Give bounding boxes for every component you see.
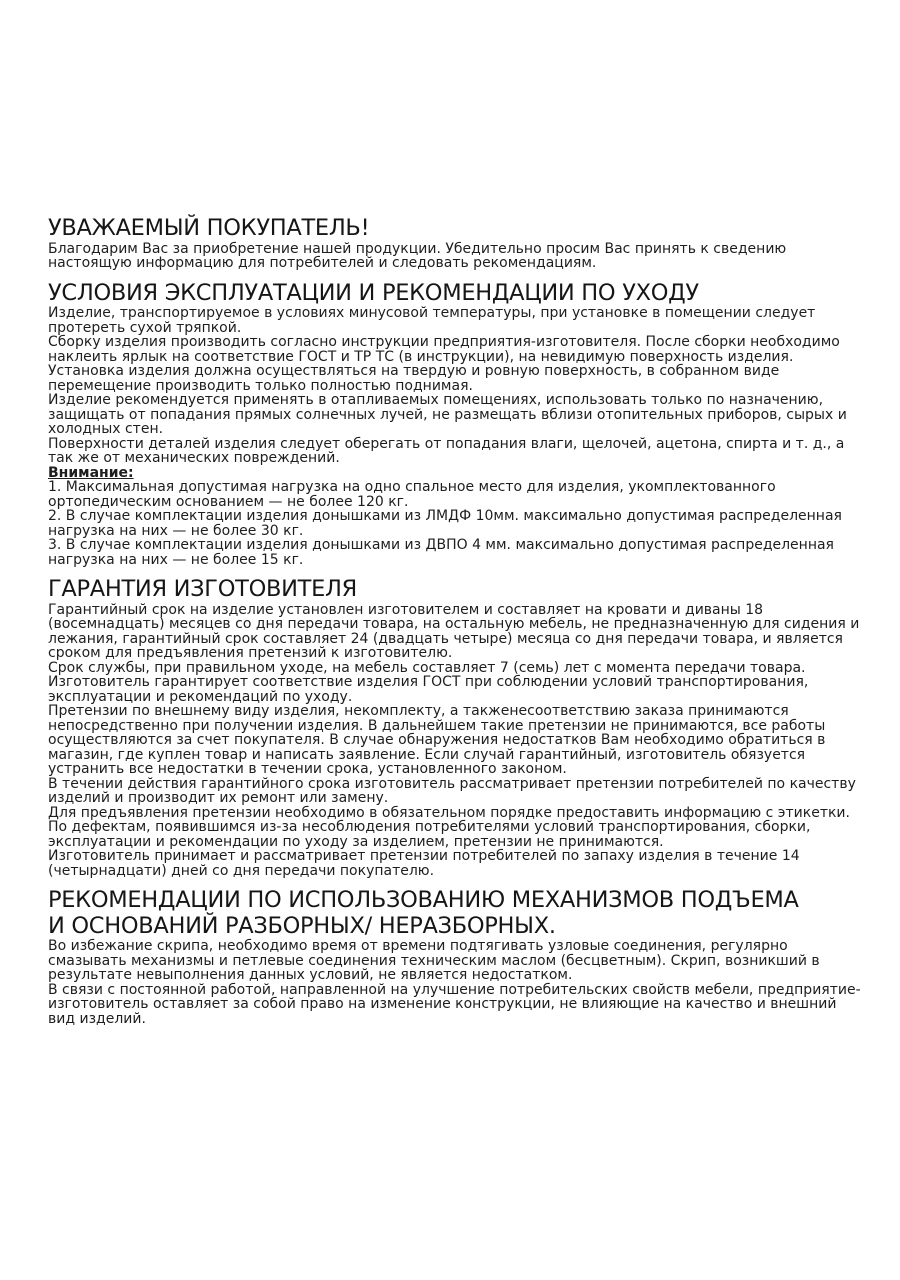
paragraph: Претензии по внешнему виду изделия, некомплекту, а такженесоответствию заказа принимаются непосредственно при получении изделия. В дальнейшем такие претензии не принимаются, все работы осуществляются за счет покупателя. В случае обнаружения недостатков Вам необходимо обратиться в магазин, где куплен товар и написать заявление. Если случай гарантийный, изготовитель обязуется устранить все недостатки в течении срока, установленного законом. <box>48 703 826 777</box>
section-title-care-conditions: УСЛОВИЯ ЭКСПЛУАТАЦИИ И РЕКОМЕНДАЦИИ ПО УХОДУ <box>48 279 699 306</box>
section-title-line: РЕКОМЕНДАЦИИ ПО ИСПОЛЬЗОВАНИЮ МЕХАНИЗМОВ ПОДЪЕМА <box>48 887 799 913</box>
paragraph: Благодарим Вас за приобретение нашей продукции. Убедительно просим Вас принять к сведению настоящую информацию для потребителей и следовать рекомендациям. <box>48 240 787 271</box>
section-title-lift-mechanisms <box>48 888 863 939</box>
paragraph: По дефектам, появившимся из-за несоблюдения потребителями условий транспортирования, сборки, эксплуатации и рекомендации по уходу за изделием, претензии не принимаются. <box>48 819 811 850</box>
paragraph: В связи с постоянной работой, направленной на улучшение потребительских свойств мебели, предприятие-изготовитель оставляет за собой право на изменение конструкции, не влияющие на качество и внешний вид изделий. <box>48 981 861 1027</box>
paragraph: Срок службы, при правильном уходе, на мебель составляет 7 (семь) лет с момента передачи товара. <box>48 659 806 676</box>
section-lift-mechanisms <box>48 888 863 1026</box>
paragraph: Во избежание скрипа, необходимо время от времени подтягивать узловые соединения, регулярно смазывать механизмы и петлевые соединения техническим маслом (бесцветным). Скрип, возникший в результате невыполнения данных условий, не является недостатком. <box>48 938 820 983</box>
attention-item: 3. В случае комплектации изделия донышками из ДВПО 4 мм. максимально допустимая распределенная нагрузка на них — не более 15 кг. <box>48 537 834 568</box>
attention-item: 2. В случае комплектации изделия донышками из ЛМДФ 10мм. максимально допустимая распределенная нагрузка на них — не более 30 кг. <box>48 508 842 539</box>
attention-label: Внимание: <box>48 464 134 481</box>
section-care-conditions <box>48 281 863 568</box>
section-title-line: И ОСНОВАНИЙ РАЗБОРНЫХ/ НЕРАЗБОРНЫХ. <box>48 912 556 939</box>
paragraph: Гарантийный срок на изделие установлен изготовителем и составляет на кровати и диваны 18 (восемнадцать) месяцев со дня передачи товара, на остальную мебель, не предназначенную для сидения и лежания, гарантийный срок составляет 24 (двадцать четыре) месяца со дня передачи товара, и является сроком для предъявления претензий к изготовителю. <box>48 601 860 661</box>
paragraph: Поверхности деталей изделия следует оберегать от попадания влаги, щелочей, ацетона, спирта и т. д., а так же от механических повреждений. <box>48 435 845 466</box>
attention-item: 1. Максимальная допустимая нагрузка на одно спальное место для изделия, укомплектованного ортопедическим основанием — не более 120 кг. <box>48 479 776 510</box>
paragraph: Установка изделия должна осуществляться на твердую и ровную поверхность, в собранном виде перемещение производить только полностью поднимая. <box>48 363 780 394</box>
paragraph: Изделие, транспортируемое в условиях минусовой температуры, при установке в помещении следует протереть сухой тряпкой. <box>48 305 816 336</box>
section-warranty <box>48 577 863 878</box>
paragraph: В течении действия гарантийного срока изготовитель рассматривает претензии потребителей по качеству изделий и производит их ремонт или замену. <box>48 775 856 806</box>
paragraph: Изделие рекомендуется применять в отапливаемых помещениях, использовать только по назначению, защищать от попадания прямых солнечных лучей, не размещать вблизи отопительных приборов, сырых и холодных стен. <box>48 392 847 437</box>
section-title-warranty: ГАРАНТИЯ ИЗГОТОВИТЕЛЯ <box>48 576 357 602</box>
section-greeting <box>48 216 863 271</box>
paragraph: Изготовитель принимает и рассматривает претензии потребителей по запаху изделия в течение 14 (четырнадцати) дней со дня передачи покупателю. <box>48 848 800 879</box>
paragraph: Изготовитель гарантирует соответствие изделия ГОСТ при соблюдении условий транспортирования, эксплуатации и рекомендаций по уходу. <box>48 674 809 705</box>
paragraph: Для предъявления претензии необходимо в обязательном порядке предоставить информацию с этикетки. <box>48 804 850 821</box>
section-title-greeting: УВАЖАЕМЫЙ ПОКУПАТЕЛЬ! <box>48 215 370 241</box>
paragraph: Сборку изделия производить согласно инструкции предприятия-изготовителя. После сборки необходимо наклеить ярлык на соответствие ГОСТ и ТР ТС (в инструкции), на невидимую поверхность изделия. <box>48 334 840 365</box>
